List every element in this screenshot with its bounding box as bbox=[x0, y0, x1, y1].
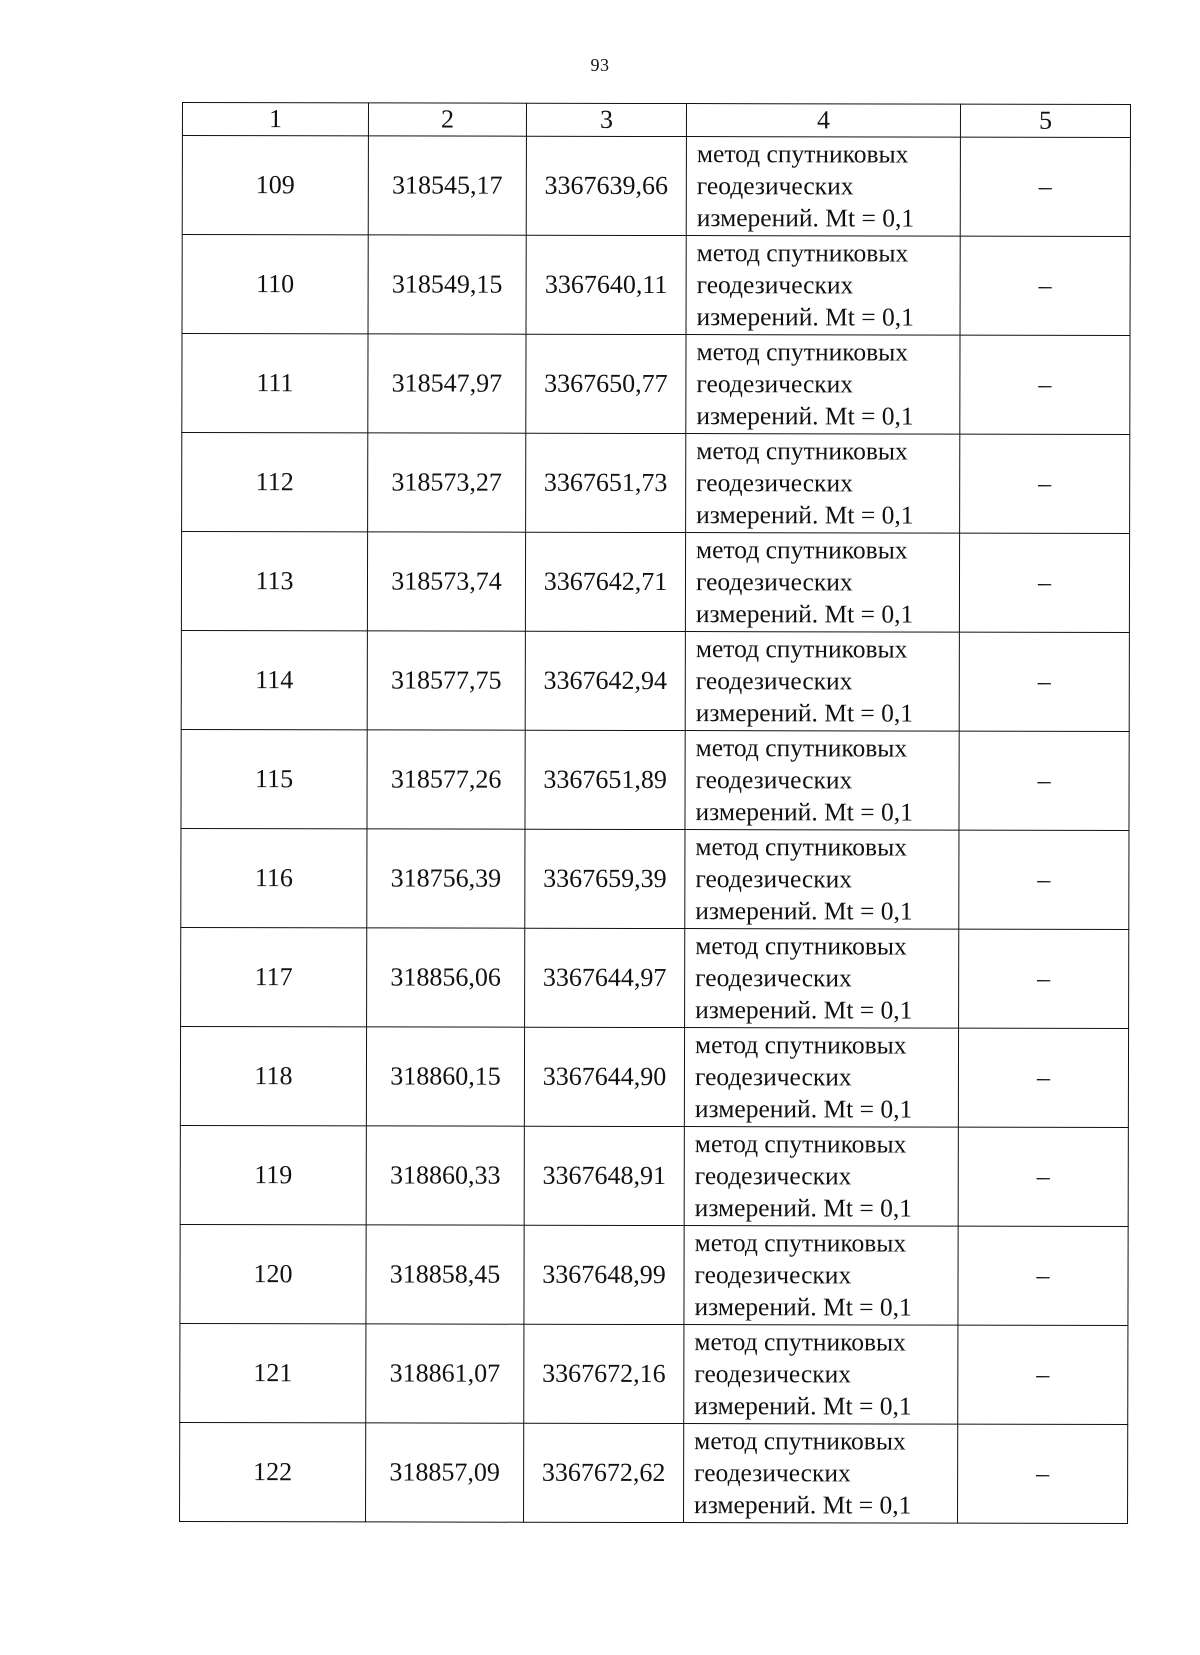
method-line: измерений. Mt = 0,1 bbox=[694, 1094, 913, 1124]
header-col-1: 1 bbox=[182, 103, 368, 136]
point-number-cell: 110 bbox=[182, 235, 368, 334]
y-coordinate-cell: 3367642,94 bbox=[525, 631, 685, 730]
coordinates-table bbox=[179, 102, 1131, 1524]
method-cell bbox=[684, 1325, 958, 1425]
method-line: измерений. Mt = 0,1 bbox=[694, 1490, 912, 1520]
method-line: метод спутниковых bbox=[695, 733, 908, 763]
note-cell: – bbox=[958, 1028, 1128, 1127]
x-coordinate-cell: 318573,74 bbox=[367, 532, 525, 631]
method-cell bbox=[684, 1424, 958, 1524]
header-col-4: 4 bbox=[686, 104, 960, 138]
method-cell bbox=[686, 137, 960, 237]
point-number-cell: 116 bbox=[181, 828, 367, 927]
header-col-2: 2 bbox=[368, 103, 526, 136]
method-line: метод спутниковых bbox=[694, 1228, 907, 1258]
method-cell bbox=[685, 533, 959, 633]
point-number-cell: 112 bbox=[182, 433, 368, 532]
method-line: измерений. Mt = 0,1 bbox=[695, 599, 914, 629]
y-coordinate-cell: 3367644,90 bbox=[524, 1027, 684, 1126]
method-line: геодезических bbox=[695, 864, 853, 894]
point-number-cell: 118 bbox=[180, 1026, 366, 1125]
method-cell bbox=[684, 1028, 958, 1128]
table-row bbox=[182, 433, 1130, 534]
method-line: метод спутниковых bbox=[695, 931, 907, 961]
table-row bbox=[182, 235, 1130, 336]
y-coordinate-cell: 3367648,99 bbox=[524, 1225, 684, 1324]
method-line: геодезических bbox=[696, 468, 853, 498]
method-line: измерений. Mt = 0,1 bbox=[694, 1193, 913, 1223]
note-cell: – bbox=[959, 731, 1129, 830]
method-cell bbox=[685, 830, 959, 930]
point-number-cell: 113 bbox=[181, 532, 367, 631]
method-line: геодезических bbox=[694, 1062, 852, 1092]
table-row bbox=[181, 630, 1129, 731]
method-line: метод спутниковых bbox=[694, 1129, 907, 1159]
point-number-cell: 119 bbox=[180, 1125, 366, 1224]
y-coordinate-cell: 3367659,39 bbox=[525, 829, 685, 928]
table-header bbox=[182, 103, 1130, 138]
table-row bbox=[180, 1323, 1128, 1424]
note-cell: – bbox=[958, 1325, 1128, 1424]
y-coordinate-cell: 3367651,73 bbox=[526, 433, 686, 532]
point-number-cell: 120 bbox=[180, 1224, 366, 1323]
x-coordinate-cell: 318858,45 bbox=[366, 1225, 524, 1324]
header-col-3: 3 bbox=[526, 103, 686, 136]
point-number-cell: 109 bbox=[182, 136, 368, 235]
method-line: метод спутниковых bbox=[695, 832, 908, 862]
y-coordinate-cell: 3367642,71 bbox=[525, 532, 685, 631]
y-coordinate-cell: 3367639,66 bbox=[526, 136, 686, 235]
point-number-cell: 114 bbox=[181, 630, 367, 729]
method-line: геодезических bbox=[695, 963, 852, 993]
point-number-cell: 115 bbox=[181, 729, 367, 828]
method-cell bbox=[685, 731, 959, 831]
method-line: измерений. Mt = 0,1 bbox=[695, 797, 913, 827]
table-row bbox=[180, 1422, 1128, 1523]
y-coordinate-cell: 3367648,91 bbox=[524, 1126, 684, 1225]
method-cell bbox=[684, 1226, 958, 1326]
x-coordinate-cell: 318860,33 bbox=[366, 1126, 524, 1225]
header-col-5: 5 bbox=[960, 104, 1130, 137]
x-coordinate-cell: 318857,09 bbox=[366, 1423, 524, 1522]
method-line: измерений. Mt = 0,1 bbox=[695, 995, 913, 1025]
method-line: измерений. Mt = 0,1 bbox=[696, 401, 914, 431]
method-line: геодезических bbox=[694, 1260, 852, 1290]
method-line: геодезических bbox=[695, 567, 853, 597]
note-cell: – bbox=[958, 1424, 1128, 1523]
table-row bbox=[181, 927, 1129, 1028]
x-coordinate-cell: 318577,75 bbox=[367, 631, 525, 730]
table-body bbox=[180, 136, 1131, 1524]
method-line: измерений. Mt = 0,1 bbox=[696, 203, 915, 233]
method-cell bbox=[686, 434, 960, 534]
x-coordinate-cell: 318756,39 bbox=[367, 829, 525, 928]
point-number-cell: 121 bbox=[180, 1323, 366, 1422]
method-line: геодезических bbox=[695, 765, 853, 795]
y-coordinate-cell: 3367640,11 bbox=[526, 235, 686, 334]
y-coordinate-cell: 3367644,97 bbox=[525, 928, 685, 1027]
method-line: геодезических bbox=[696, 369, 854, 399]
note-cell: – bbox=[960, 236, 1130, 335]
x-coordinate-cell: 318856,06 bbox=[367, 928, 525, 1027]
note-cell: – bbox=[958, 1127, 1128, 1226]
method-line: измерений. Mt = 0,1 bbox=[695, 896, 913, 926]
method-line: измерений. Mt = 0,1 bbox=[696, 500, 914, 530]
point-number-cell: 111 bbox=[182, 334, 368, 433]
method-cell bbox=[685, 632, 959, 732]
table-row bbox=[181, 729, 1129, 830]
x-coordinate-cell: 318547,97 bbox=[368, 334, 526, 433]
method-line: геодезических bbox=[694, 1458, 851, 1488]
header-row bbox=[182, 103, 1130, 138]
method-cell bbox=[684, 1127, 958, 1227]
y-coordinate-cell: 3367650,77 bbox=[526, 334, 686, 433]
table-row bbox=[180, 1026, 1128, 1127]
x-coordinate-cell: 318545,17 bbox=[368, 136, 526, 235]
note-cell: – bbox=[960, 434, 1130, 533]
note-cell: – bbox=[959, 632, 1129, 731]
table-row bbox=[180, 1125, 1128, 1226]
method-cell bbox=[685, 929, 959, 1029]
method-line: измерений. Mt = 0,1 bbox=[694, 1292, 912, 1322]
method-line: геодезических bbox=[696, 270, 854, 300]
note-cell: – bbox=[960, 335, 1130, 434]
note-cell: – bbox=[958, 1226, 1128, 1325]
table-row bbox=[182, 334, 1130, 435]
method-line: метод спутниковых bbox=[696, 535, 908, 565]
point-number-cell: 117 bbox=[181, 927, 367, 1026]
method-line: метод спутниковых bbox=[696, 436, 908, 466]
method-line: метод спутниковых bbox=[696, 139, 909, 169]
method-line: метод спутниковых bbox=[696, 337, 909, 367]
note-cell: – bbox=[959, 533, 1129, 632]
method-line: геодезических bbox=[694, 1161, 852, 1191]
method-line: геодезических bbox=[695, 666, 853, 696]
y-coordinate-cell: 3367672,16 bbox=[524, 1324, 684, 1423]
table-row bbox=[182, 136, 1130, 237]
method-cell bbox=[686, 335, 960, 435]
method-line: измерений. Mt = 0,1 bbox=[695, 698, 914, 728]
method-line: метод спутниковых bbox=[694, 1327, 906, 1357]
y-coordinate-cell: 3367651,89 bbox=[525, 730, 685, 829]
table-row bbox=[181, 828, 1129, 929]
method-cell bbox=[686, 236, 960, 336]
x-coordinate-cell: 318861,07 bbox=[366, 1324, 524, 1423]
method-line: измерений. Mt = 0,1 bbox=[696, 302, 914, 332]
method-line: геодезических bbox=[694, 1359, 852, 1389]
point-number-cell: 122 bbox=[180, 1422, 366, 1521]
table-row bbox=[180, 1224, 1128, 1325]
method-line: метод спутниковых bbox=[694, 1426, 906, 1456]
y-coordinate-cell: 3367672,62 bbox=[524, 1423, 684, 1522]
x-coordinate-cell: 318573,27 bbox=[368, 433, 526, 532]
method-line: геодезических bbox=[696, 171, 854, 201]
note-cell: – bbox=[959, 929, 1129, 1028]
note-cell: – bbox=[959, 830, 1129, 929]
method-line: метод спутниковых bbox=[694, 1030, 907, 1060]
method-line: метод спутниковых bbox=[695, 634, 908, 664]
x-coordinate-cell: 318549,15 bbox=[368, 235, 526, 334]
table-row bbox=[181, 532, 1129, 633]
note-cell: – bbox=[960, 137, 1130, 236]
x-coordinate-cell: 318577,26 bbox=[367, 730, 525, 829]
page-number: 93 bbox=[590, 55, 610, 75]
method-line: измерений. Mt = 0,1 bbox=[694, 1391, 912, 1421]
x-coordinate-cell: 318860,15 bbox=[366, 1027, 524, 1126]
method-line: метод спутниковых bbox=[696, 238, 909, 268]
